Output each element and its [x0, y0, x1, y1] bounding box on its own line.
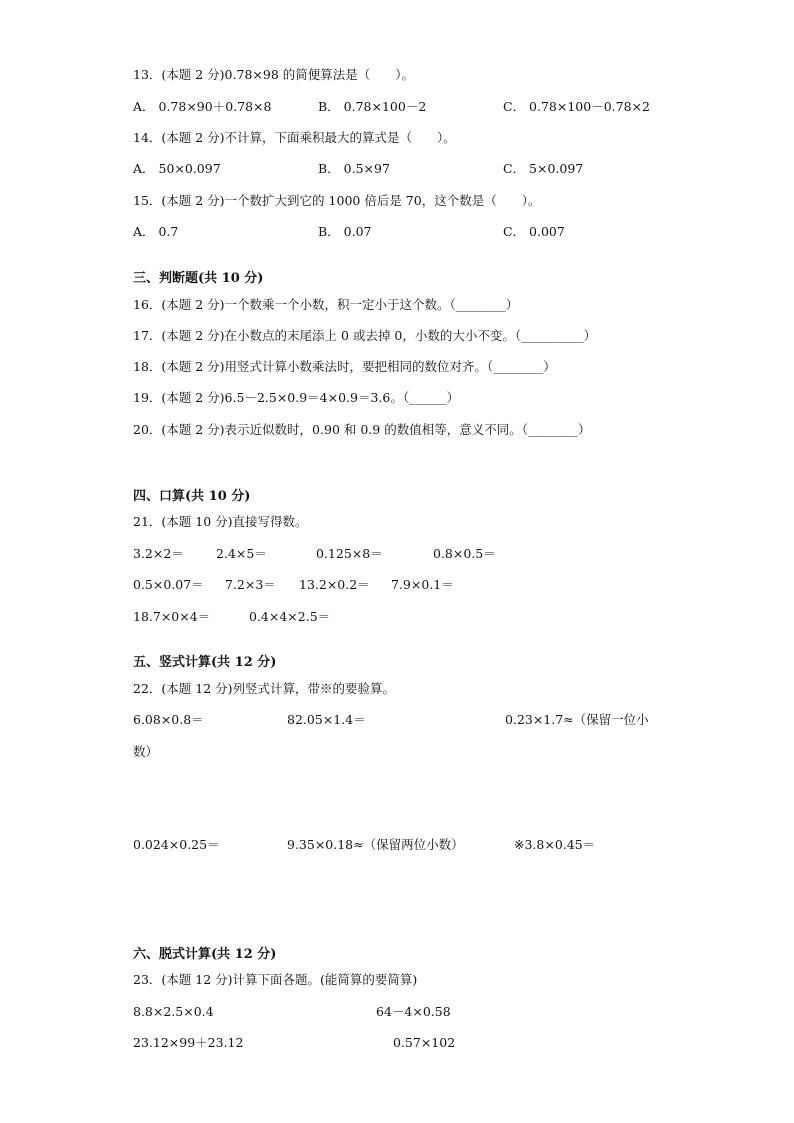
question-14-option-a: A． 50×0.097 — [133, 161, 221, 176]
vertical-calc-item: 9.35×0.18≈（保留两位小数） — [287, 837, 464, 852]
question-13-option-a: A． 0.78×90＋0.78×8 — [133, 99, 272, 114]
section-3-title: 三、判断题(共 10 分) — [133, 271, 264, 286]
question-15-option-c: C． 0.007 — [503, 224, 565, 239]
vertical-calc-item: 6.08×0.8＝ — [133, 712, 204, 727]
oral-calc-item: 7.9×0.1＝ — [391, 577, 454, 592]
question-18: 18．(本题 2 分)用竖式计算小数乘法时，要把相同的数位对齐。（________） — [133, 359, 556, 374]
oral-calc-item: 2.4×5＝ — [216, 546, 267, 561]
question-13-stem: 13．(本题 2 分)0.78×98 的简便算法是（ ）。 — [133, 67, 414, 82]
question-16: 16．(本题 2 分)一个数乘一个小数，积一定小于这个数。（________） — [133, 297, 519, 312]
question-19: 19．(本题 2 分)6.5－2.5×0.9＝4×0.9＝3.6。（______） — [133, 390, 460, 405]
oral-calc-item: 7.2×3＝ — [225, 577, 276, 592]
question-21: 21．(本题 10 分)直接写得数。 — [133, 514, 308, 529]
question-14-stem: 14．(本题 2 分)不计算，下面乘积最大的算式是（ ）。 — [133, 130, 456, 145]
oral-calc-item: 0.5×0.07＝ — [133, 577, 204, 592]
vertical-calc-item-continued: 数） — [133, 744, 159, 759]
vertical-calc-item: 82.05×1.4＝ — [287, 712, 366, 727]
question-13-option-b: B． 0.78×100－2 — [318, 99, 427, 114]
oral-calc-item: 18.7×0×4＝ — [133, 609, 211, 624]
question-15-option-b: B． 0.07 — [318, 224, 372, 239]
oral-calc-item: 13.2×0.2＝ — [299, 577, 370, 592]
oral-calc-item: 0.125×8＝ — [316, 546, 383, 561]
section-6-title: 六、脱式计算(共 12 分) — [133, 947, 277, 962]
step-calc-item: 8.8×2.5×0.4 — [133, 1004, 214, 1019]
question-15-stem: 15．(本题 2 分)一个数扩大到它的 1000 倍后是 70，这个数是（ ）。 — [133, 193, 541, 208]
question-14-option-c: C． 5×0.097 — [503, 161, 584, 176]
step-calc-item: 23.12×99＋23.12 — [133, 1035, 244, 1050]
oral-calc-item: 0.8×0.5＝ — [433, 546, 496, 561]
question-15-option-a: A． 0.7 — [133, 224, 179, 239]
question-17: 17．(本题 2 分)在小数点的末尾添上 0 或去掉 0，小数的大小不变。（__________） — [133, 328, 597, 343]
vertical-calc-item: ※3.8×0.45＝ — [514, 837, 596, 852]
oral-calc-item: 3.2×2＝ — [133, 546, 184, 561]
question-23: 23．(本题 12 分)计算下面各题。(能简算的要简算) — [133, 972, 418, 987]
section-4-title: 四、口算(共 10 分) — [133, 489, 251, 504]
oral-calc-item: 0.4×4×2.5＝ — [249, 609, 331, 624]
question-13-option-c: C． 0.78×100－0.78×2 — [503, 99, 650, 114]
question-20: 20．(本题 2 分)表示近似数时，0.90 和 0.9 的数值相等，意义不同。（________） — [133, 422, 591, 437]
question-14-option-b: B． 0.5×97 — [318, 161, 390, 176]
step-calc-item: 64－4×0.58 — [376, 1004, 451, 1019]
question-22: 22．(本题 12 分)列竖式计算，带※的要验算。 — [133, 681, 396, 696]
section-5-title: 五、竖式计算(共 12 分) — [133, 655, 277, 670]
step-calc-item: 0.57×102 — [393, 1035, 456, 1050]
vertical-calc-item: 0.23×1.7≈（保留一位小 — [505, 712, 649, 727]
vertical-calc-item: 0.024×0.25＝ — [133, 837, 220, 852]
